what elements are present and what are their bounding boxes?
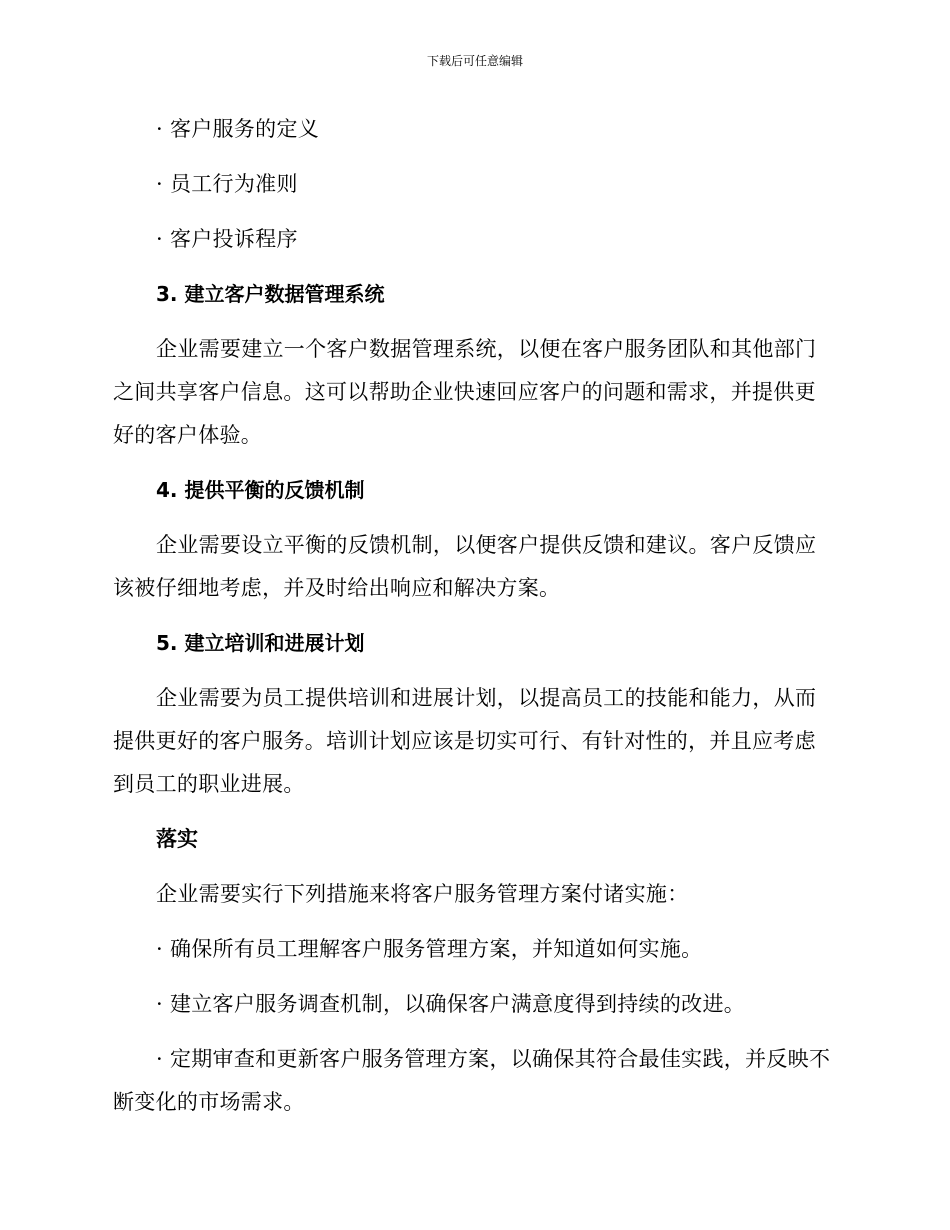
bullet-item-employee-conduct: · 员工行为准则 [156,172,298,196]
implementation-heading: 落实 [156,827,198,851]
section-4-paragraph: 企业需要设立平衡的反馈机制，以便客户提供反馈和建议。客户反馈应该被仔细地考虑，并及时给出响应和解决方案。 [113,533,817,600]
bullet-item-complaint-procedure: · 客户投诉程序 [156,227,298,251]
document-body [113,108,835,1136]
section-heading-4: 4. 提供平衡的反馈机制 [156,478,365,502]
implementation-bullet-3: · 定期审查和更新客户服务管理方案，以确保其符合最佳实践，并反映不断变化的市场需求。 [113,1047,831,1114]
implementation-bullet-1: · 确保所有员工理解客户服务管理方案，并知道如何实施。 [156,937,703,961]
bullet-item-customer-service-definition: · 客户服务的定义 [156,117,320,141]
section-3-paragraph: 企业需要建立一个客户数据管理系统，以便在客户服务团队和其他部门之间共享客户信息。这可以帮助企业快速回应客户的问题和需求，并提供更好的客户体验。 [113,337,817,447]
section-heading-3: 3. 建立客户数据管理系统 [156,282,385,306]
page-header: 下载后可任意编辑 [426,54,523,68]
implementation-intro: 企业需要实行下列措施来将客户服务管理方案付诸实施： [156,882,689,906]
section-5-paragraph: 企业需要为员工提供培训和进展计划，以提高员工的技能和能力，从而提供更好的客户服务。培训计划应该是切实可行、有针对性的，并且应考虑到员工的职业进展。 [113,686,817,796]
implementation-bullet-2: · 建立客户服务调查机制，以确保客户满意度得到持续的改进。 [156,992,746,1016]
section-heading-5: 5. 建立培训和进展计划 [156,631,365,655]
